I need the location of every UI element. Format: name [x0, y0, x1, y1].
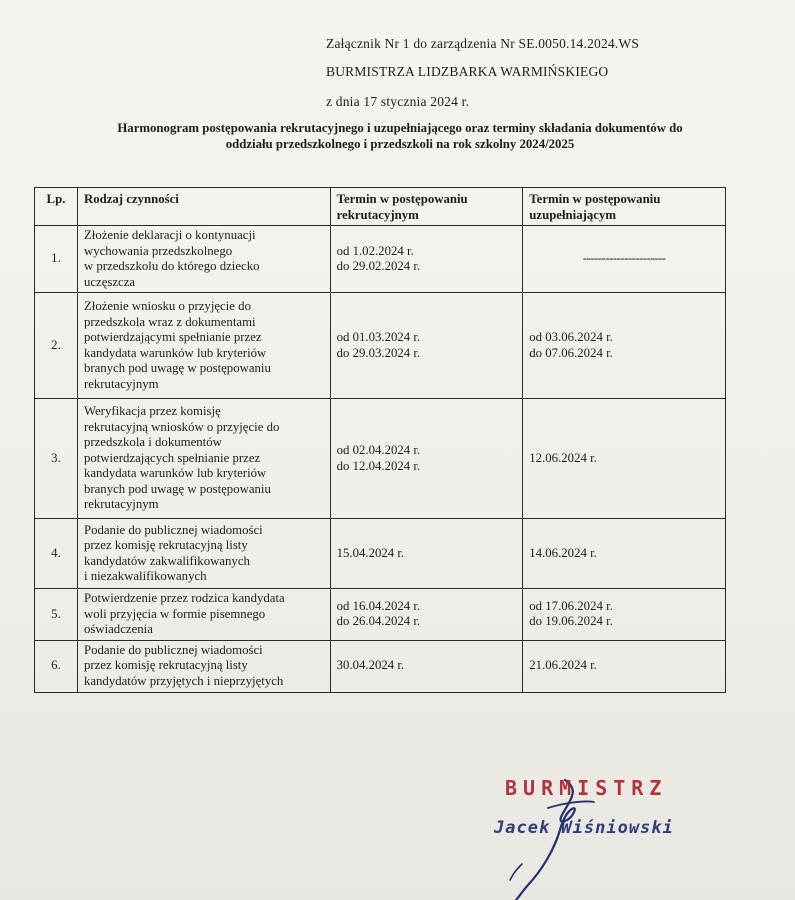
header-term2-line1: Termin w postępowaniu: [529, 192, 661, 206]
activity-cell-line: rekrutacyjnym: [83, 497, 159, 512]
activity-cell-line: kandydatów przyjętych i nieprzyjętych: [83, 673, 284, 688]
header-term1-line1: Termin w postępowaniu: [336, 192, 468, 206]
activity-cell: [77, 399, 330, 519]
header-term-recruitment: [330, 188, 523, 226]
term-recruitment-cell-line: do 26.04.2024 r.: [336, 614, 421, 629]
row-number: 5.: [35, 589, 78, 641]
header-term1-line2: rekrutacyjnym: [336, 207, 419, 222]
term-supplementary-cell-line: do 07.06.2024 r.: [529, 345, 613, 360]
activity-cell-line: branych pod uwagę w postępowaniu: [83, 361, 271, 375]
row-number: 2.: [35, 293, 78, 399]
term-recruitment-cell-line: od 1.02.2024 r.: [336, 243, 414, 258]
row-number: 3.: [35, 399, 78, 519]
document-date: z dnia 17 stycznia 2024 r.: [326, 94, 470, 109]
term-recruitment-cell: [330, 589, 523, 641]
activity-cell-line: w przedszkolu do którego dziecko: [83, 259, 260, 273]
stamp-title: BURMISTRZ: [505, 776, 668, 800]
activity-cell-line: Podanie do publicznej wiadomości: [83, 642, 263, 657]
activity-cell-line: Weryfikacja przez komisję: [83, 404, 221, 419]
table-row: [35, 399, 726, 519]
term-recruitment-cell: [330, 226, 523, 293]
table-row: [35, 293, 726, 399]
term-recruitment-cell-line: 15.04.2024 r.: [336, 545, 405, 560]
term-recruitment-cell: [330, 640, 523, 692]
table-header-row: [35, 188, 726, 226]
schedule-table: [34, 187, 726, 693]
activity-cell: [77, 589, 330, 641]
activity-cell-line: przez komisję rekrutacyjną listy: [83, 538, 248, 552]
table-row: [35, 226, 726, 293]
term-supplementary-cell-line: od 17.06.2024 r.: [529, 598, 613, 613]
title-line-2: oddziału przedszkolnego i przedszkoli na rok szkolny 2024/2025: [225, 137, 575, 151]
term-supplementary-cell-line: do 19.06.2024 r.: [529, 614, 613, 629]
activity-cell: [77, 519, 330, 589]
activity-cell-line: Potwierdzenie przez rodzica kandydata: [83, 591, 285, 605]
term-supplementary-cell: [523, 589, 726, 641]
activity-cell-line: uczęszcza: [83, 274, 136, 289]
activity-cell-line: kandydata warunków lub kryteriów: [83, 345, 267, 360]
term-supplementary-cell-line: 12.06.2024 r.: [529, 450, 597, 465]
activity-cell-line: rekrutacyjną wniosków o przyjęcie do: [83, 419, 280, 434]
term-supplementary-cell-line: 21.06.2024 r.: [529, 658, 597, 673]
activity-cell-line: przedszkola i dokumentów: [83, 435, 222, 450]
row-number: 4.: [35, 519, 78, 589]
activity-cell-line: oświadczenia: [83, 622, 153, 636]
activity-cell-line: Złożenie wniosku o przyjęcie do: [83, 299, 251, 313]
term-supplementary-cell-line: 14.06.2024 r.: [529, 545, 597, 560]
activity-cell-line: potwierdzającymi spełnianie przez: [83, 330, 262, 344]
term-supplementary-cell: [523, 519, 726, 589]
term-recruitment-cell-line: od 02.04.2024 r.: [336, 443, 421, 457]
activity-cell-line: kandydatów zakwalifikowanych: [83, 553, 250, 568]
activity-cell-line: i niezakwalifikowanych: [83, 569, 207, 583]
header-term-supplementary: [523, 188, 726, 226]
term-recruitment-cell-line: od 01.03.2024 r.: [336, 330, 421, 344]
table-row: [35, 589, 726, 641]
activity-cell-line: przedszkola wraz z dokumentami: [83, 314, 256, 329]
activity-cell-line: wychowania przedszkolnego: [83, 243, 233, 258]
activity-cell-line: branych pod uwagę w postępowaniu: [83, 481, 271, 496]
issuer-name: BURMISTRZA LIDZBARKA WARMIŃSKIEGO: [326, 64, 609, 79]
activity-cell-line: Złożenie deklaracji o kontynuacji: [83, 228, 256, 242]
activity-cell-line: Podanie do publicznej wiadomości: [83, 522, 263, 537]
activity-cell: [77, 640, 330, 692]
header-lp: Lp.: [35, 188, 78, 226]
term-supplementary-cell: [523, 226, 726, 293]
activity-cell: [77, 293, 330, 399]
term-recruitment-cell-line: do 12.04.2024 r.: [336, 458, 421, 473]
term-recruitment-cell-line: od 16.04.2024 r.: [336, 598, 421, 613]
activity-cell-line: rekrutacyjnym: [83, 376, 159, 391]
term-recruitment-cell: [330, 399, 523, 519]
row-number: 1.: [35, 226, 78, 293]
document-title: [40, 120, 760, 152]
title-line-1: Harmonogram postępowania rekrutacyjnego i uzupełniającego oraz terminy składania dokumentów do: [117, 121, 683, 135]
table-row: [35, 640, 726, 692]
term-recruitment-cell-line: do 29.03.2024 r.: [336, 345, 421, 360]
activity-cell-line: przez komisję rekrutacyjną listy: [83, 658, 248, 673]
stamp-name: Jacek Wiśniowski: [494, 818, 674, 838]
activity-cell-line: kandydata warunków lub kryteriów: [83, 466, 267, 481]
term-supplementary-cell-line: od 03.06.2024 r.: [529, 330, 613, 344]
term-supplementary-cell: [523, 640, 726, 692]
activity-cell-line: woli przyjęcia w formie pisemnego: [83, 606, 266, 621]
table-row: [35, 519, 726, 589]
term-supplementary-cell-line: ----------------------: [582, 251, 666, 266]
term-recruitment-cell: [330, 519, 523, 589]
header-activity: Rodzaj czynności: [77, 188, 330, 226]
activity-cell-line: potwierdzających spełnianie przez: [83, 450, 261, 465]
term-recruitment-cell-line: 30.04.2024 r.: [336, 658, 405, 673]
header-term2-line2: uzupełniającym: [529, 207, 617, 222]
term-recruitment-cell-line: do 29.02.2024 r.: [336, 259, 421, 273]
attachment-reference: Załącznik Nr 1 do zarządzenia Nr SE.0050.14.2024.WS: [326, 36, 640, 51]
term-recruitment-cell: [330, 293, 523, 399]
row-number: 6.: [35, 640, 78, 692]
term-supplementary-cell: [523, 399, 726, 519]
activity-cell: [77, 226, 330, 293]
term-supplementary-cell: [523, 293, 726, 399]
